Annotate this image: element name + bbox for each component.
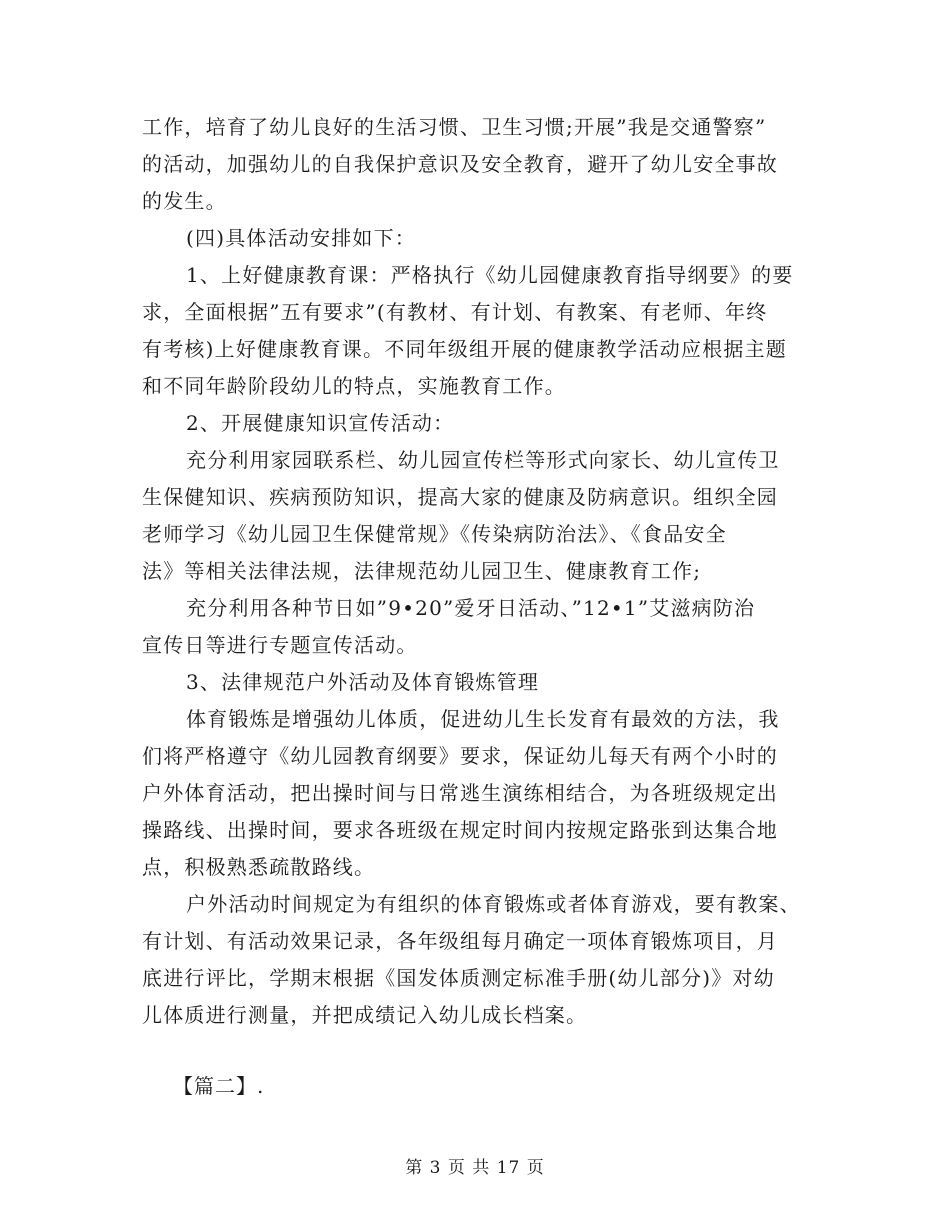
body-text-line: 充分利用各种节日如”9•20”爱牙日活动、”12•1”艾滋病防治 bbox=[186, 596, 756, 620]
body-text-line: 的活动，加强幼儿的自我保护意识及安全教育，避开了幼儿安全事故 bbox=[142, 152, 778, 176]
body-text-line: 工作，培育了幼儿良好的生活习惯、卫生习惯;开展”我是交通警察” bbox=[142, 115, 767, 139]
subsection-heading: 2、开展健康知识宣传活动： bbox=[186, 411, 455, 435]
body-text-line: 户外活动时间规定为有组织的体育锻炼或者体育游戏，要有教案、 bbox=[186, 892, 801, 916]
body-text-line: 和不同年龄阶段幼儿的特点，实施教育工作。 bbox=[142, 374, 566, 398]
body-text-line: 有计划、有活动效果记录，各年级组每月确定一项体育锻炼项目，月 bbox=[142, 929, 778, 953]
body-text-line: 体育锻炼是增强幼儿体质，促进幼儿生长发育有最效的方法，我 bbox=[186, 707, 780, 731]
body-text-line: 1、上好健康教育课：严格执行《幼儿园健康教育指导纲要》的要 bbox=[186, 263, 794, 287]
body-text-line: 有考核)上好健康教育课。不同年级组开展的健康教学活动应根据主题 bbox=[142, 337, 788, 361]
body-text-line: 底进行评比，学期末根据《国发体质测定标准手册(幼儿部分)》对幼 bbox=[142, 966, 775, 990]
body-text-line: 老师学习《幼儿园卫生保健常规》《传染病防治法》、《食品安全 bbox=[142, 522, 727, 546]
body-text-line: 们将严格遵守《幼儿园教育纲要》要求，保证幼儿每天有两个小时的 bbox=[142, 744, 778, 768]
subsection-heading: 3、法律规范户外活动及体育锻炼管理 bbox=[186, 670, 540, 694]
body-text-line: 生保健知识、疾病预防知识，提高大家的健康及防病意识。组织全园 bbox=[142, 485, 778, 509]
page-number-footer: 第 3 页 共 17 页 bbox=[405, 1158, 545, 1178]
subsection-heading: (四)具体活动安排如下： bbox=[186, 226, 417, 250]
body-text-line: 操路线、出操时间，要求各班级在规定时间内按规定路张到达集合地 bbox=[142, 818, 778, 842]
body-text-line: 充分利用家园联系栏、幼儿园宣传栏等形式向家长、幼儿宣传卫 bbox=[186, 448, 780, 472]
body-text-line: 的发生。 bbox=[142, 189, 227, 213]
body-text-line: 求，全面根据”五有要求”(有教材、有计划、有教案、有老师、年终 bbox=[142, 300, 768, 324]
body-text-line: 户外体育活动，把出操时间与日常逃生演练相结合，为各班级规定出 bbox=[142, 781, 778, 805]
body-text-line: 宣传日等进行专题宣传活动。 bbox=[142, 633, 418, 657]
section-heading: 【篇二】. bbox=[173, 1074, 265, 1098]
body-text-line: 法》等相关法律法规，法律规范幼儿园卫生、健康教育工作; bbox=[142, 559, 702, 583]
body-text-line: 点，积极熟悉疏散路线。 bbox=[142, 855, 376, 879]
body-text-line: 儿体质进行测量，并把成绩记入幼儿成长档案。 bbox=[142, 1003, 588, 1027]
